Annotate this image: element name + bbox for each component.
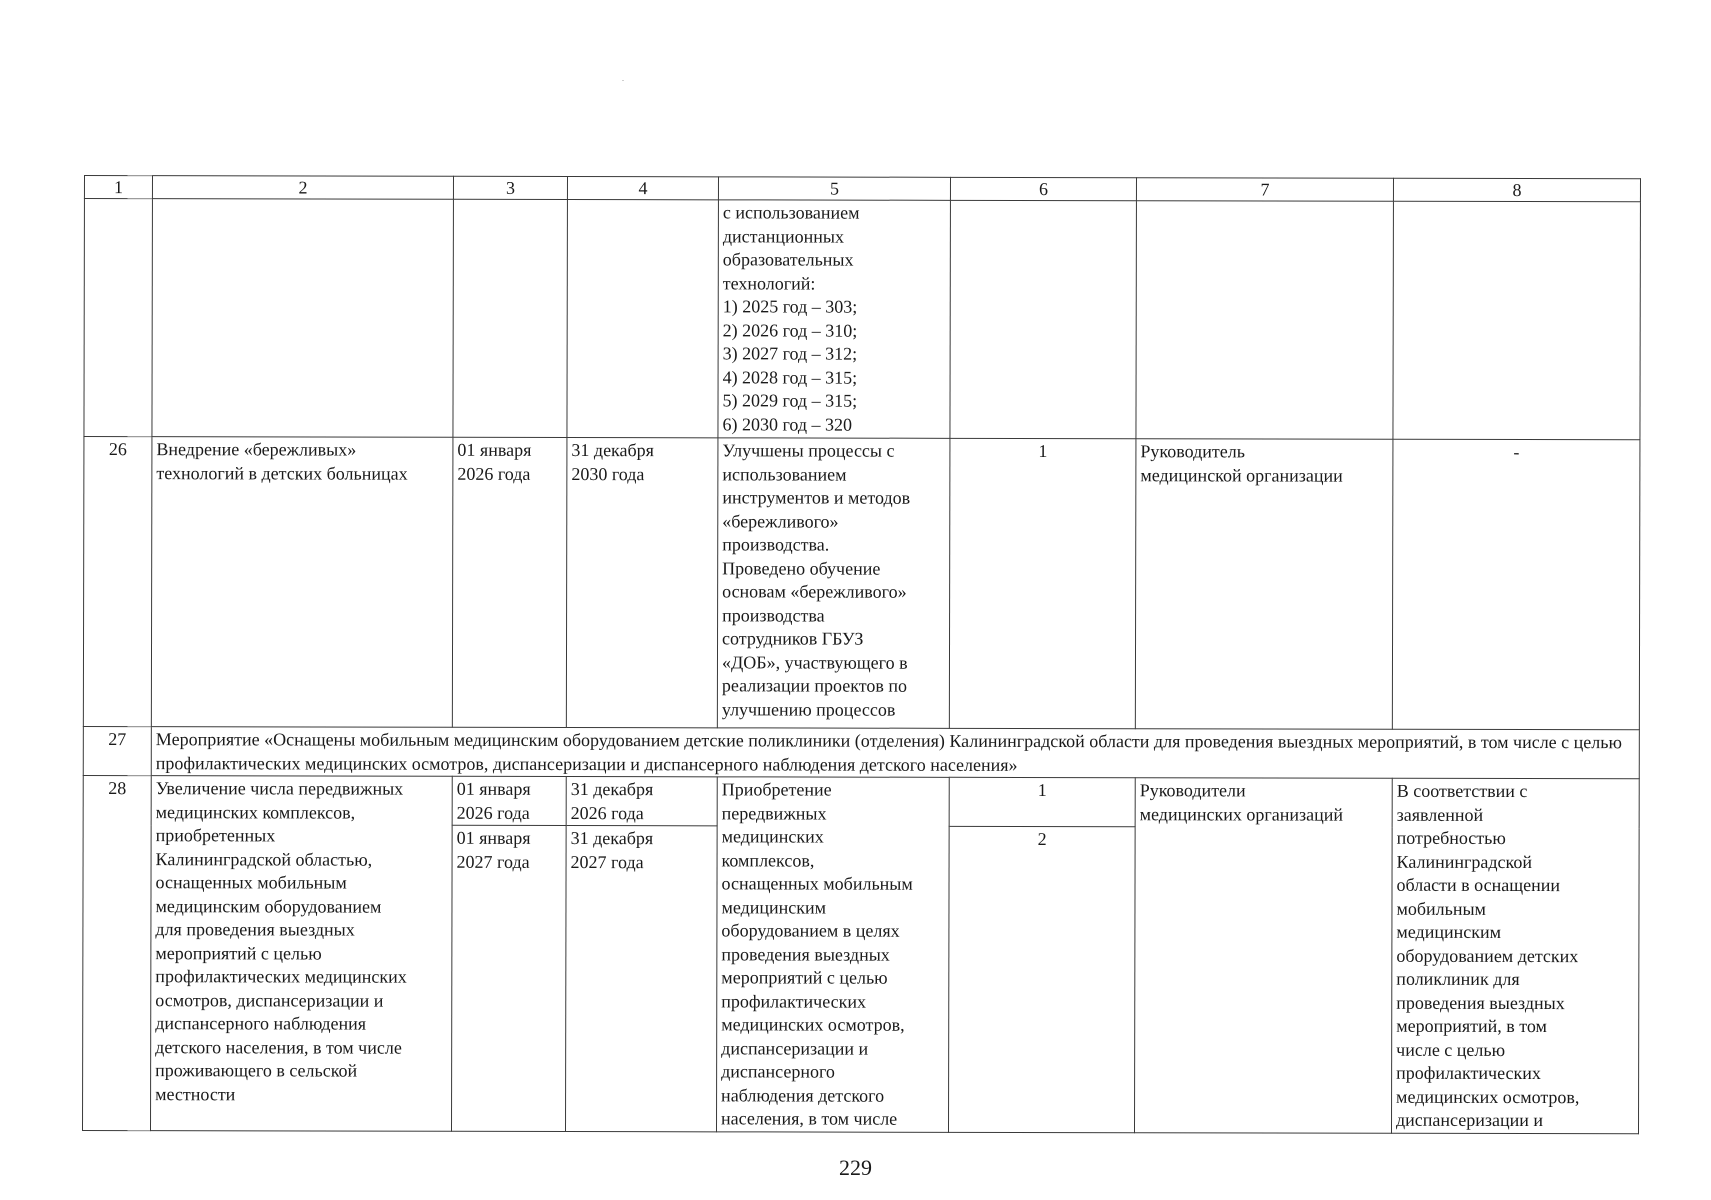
expected-result: Приобретение передвижных медицинских комплексов, оснащенных мобильным медицинским оборудованием в целях проведения выездных мероприятий с целью профилактических медицинских осмотров, диспансеризации и диспансерного наблюдения детского населения, в том числе xyxy=(716,777,949,1132)
row-number: 27 xyxy=(83,726,151,775)
note: - xyxy=(1392,439,1640,730)
responsible-party: Руководитель медицинской организации xyxy=(1135,439,1393,730)
table-row-27 xyxy=(83,726,1639,778)
event-name: Увеличение числа передвижных медицинских комплексов, приобретенных Калининградской областью, оснащенных мобильным медицинским оборудованием для проведения выездных мероприятий с целью профилактических медицинских осмотров, диспансеризации и диспансерного наблюдения детского населения, в том числе проживающего в сельской местности xyxy=(150,776,452,1132)
responsible-party: Руководители медицинских организаций xyxy=(1134,778,1392,1134)
header-col-3: 3 xyxy=(453,176,567,199)
header-col-7: 7 xyxy=(1136,178,1393,202)
cell-empty xyxy=(152,199,453,438)
activities-table xyxy=(82,175,1641,1134)
cell-empty xyxy=(84,199,152,437)
cell-empty xyxy=(950,200,1136,438)
cell-empty xyxy=(1393,201,1640,440)
table-row-continuation xyxy=(84,199,1640,440)
start-date-2026: 01 января 2026 года xyxy=(452,776,566,825)
cell-empty xyxy=(453,199,567,437)
indicator-value: 1 xyxy=(949,438,1136,728)
header-col-2: 2 xyxy=(152,176,453,200)
header-col-4: 4 xyxy=(567,177,718,200)
header-col-5: 5 xyxy=(718,177,950,200)
expected-result: Улучшены процессы с использованием инструментов и методов «бережливого» производства. Проведено обучение основам «бережливого» производства сотрудников ГБУЗ «ДОБ», участвующего в реализации проектов по улучшению процессов xyxy=(717,438,950,728)
end-date: 31 декабря 2030 года xyxy=(566,438,718,728)
scan-speck xyxy=(622,80,624,81)
table-row-28a xyxy=(83,775,1639,827)
start-date: 01 января 2026 года xyxy=(452,437,567,727)
row-number: 26 xyxy=(83,437,152,727)
cell-empty xyxy=(1136,201,1393,440)
event-heading: Мероприятие «Оснащены мобильным медицинским оборудованием детские поликлиники (отделения) Калининградской области для проведения выездных мероприятий, в том числе с целью профилактических медицинских осмотров, диспансеризации и диспансерного наблюдения детского населения» xyxy=(151,727,1639,779)
table-row-26 xyxy=(83,437,1640,730)
cell-empty xyxy=(567,200,718,438)
end-date-2027: 31 декабря 2027 года xyxy=(565,826,717,1132)
note: В соответствии с заявленной потребностью Калининградской области в оснащении мобильным медицинским оборудованием детских поликлиник для проведения выездных мероприятий, в том числе с целью профилактических медицинских осмотров, диспансеризации и xyxy=(1391,778,1639,1134)
indicator-value-2026: 1 xyxy=(949,777,1135,826)
header-col-6: 6 xyxy=(950,177,1136,200)
end-date-2026: 31 декабря 2026 года xyxy=(566,777,717,826)
row-number: 28 xyxy=(82,775,151,1130)
start-date-2027: 01 января 2027 года xyxy=(451,825,566,1131)
page-number: 229 xyxy=(839,1155,872,1180)
header-col-8: 8 xyxy=(1393,178,1640,202)
table-header-row xyxy=(84,176,1640,202)
continuation-result: с использованием дистанционных образовательных технологий: 1) 2025 год – 303; 2) 2026 год – 310; 3) 2027 год – 312; 4) 2028 год – 315; 5) 2029 год – 315; 6) 2030 год – 320 xyxy=(718,200,950,438)
event-name: Внедрение «бережливых» технологий в детских больницах xyxy=(151,437,453,728)
header-col-1: 1 xyxy=(84,176,152,199)
indicator-value-2027: 2 xyxy=(948,826,1135,1132)
